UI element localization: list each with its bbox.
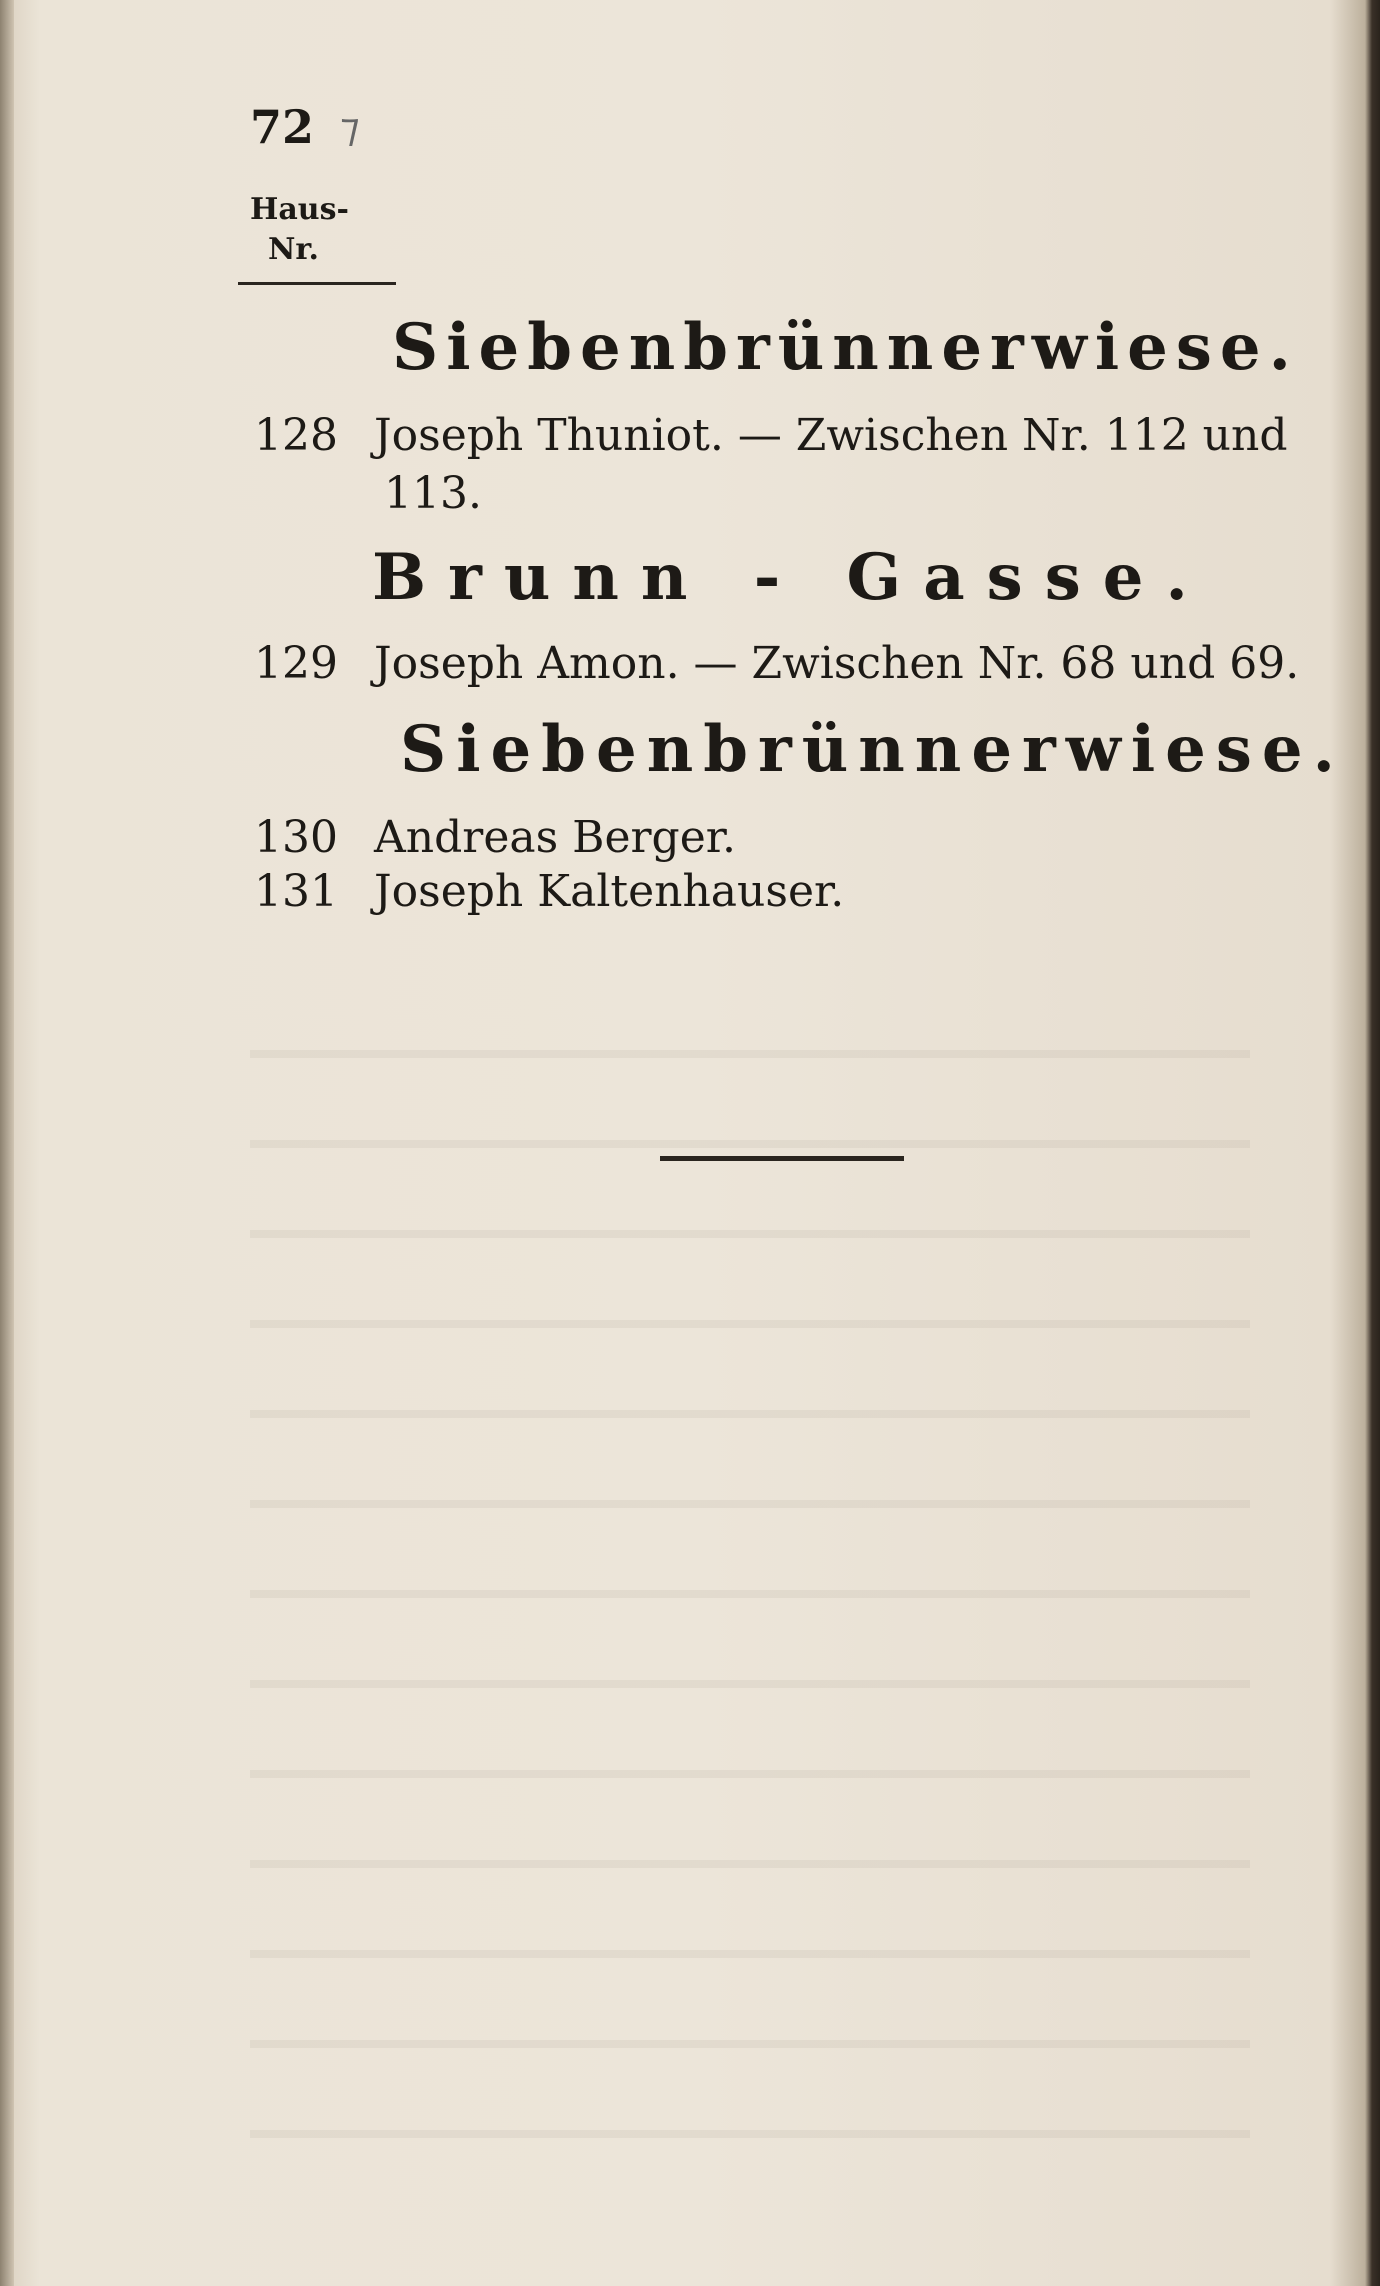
house-number: 131	[254, 866, 338, 917]
entry-text: Joseph Kaltenhauser.	[374, 866, 845, 917]
entry-row	[254, 638, 1299, 689]
entry-row	[254, 410, 1288, 461]
house-number: 130	[254, 812, 338, 863]
entry-row	[254, 812, 736, 863]
column-header-line2: Nr.	[268, 232, 319, 267]
page-edge	[0, 0, 14, 2286]
column-header-line1: Haus-	[250, 192, 349, 227]
section-heading: Siebenbrünnerwiese.	[392, 310, 1299, 385]
entry-text: Joseph Amon. — Zwischen Nr. 68 und 69.	[374, 638, 1300, 689]
entry-text: Andreas Berger.	[374, 812, 736, 863]
page-number: 72	[250, 100, 315, 154]
bleed-through-shadow	[250, 1000, 1250, 2150]
house-number: 128	[254, 410, 338, 461]
entry-continuation: 113.	[384, 468, 482, 519]
section-end-rule	[660, 1156, 904, 1161]
section-heading: Brunn - Gasse.	[372, 540, 1210, 615]
header-mark: ⁊	[340, 105, 360, 151]
entry-text: Joseph Thuniot. — Zwischen Nr. 112 und	[374, 410, 1288, 461]
column-header	[250, 190, 349, 270]
house-number: 129	[254, 638, 338, 689]
entry-row	[254, 866, 844, 917]
section-heading: Siebenbrünnerwiese.	[400, 712, 1345, 787]
header-rule	[238, 282, 396, 285]
